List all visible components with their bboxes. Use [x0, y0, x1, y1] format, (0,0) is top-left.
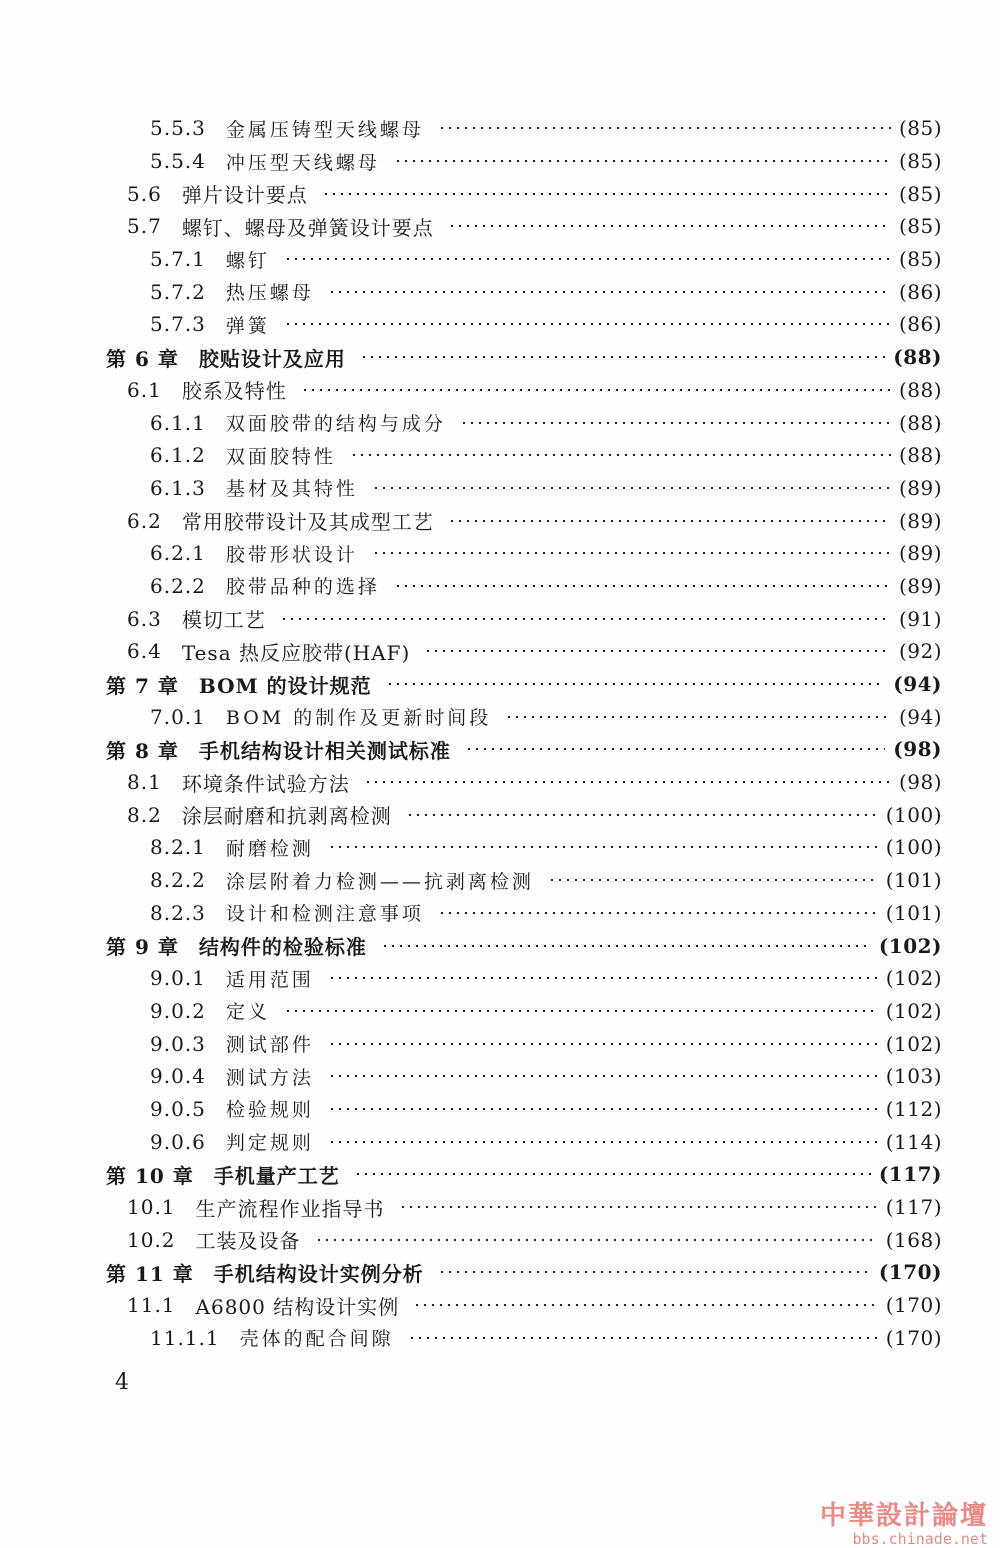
toc-entry-row: [0, 472, 1000, 505]
toc-entry-row: [0, 1060, 1000, 1093]
toc-entry-number: 第 9 章: [106, 935, 179, 960]
toc-entry-page: (85): [898, 149, 942, 174]
dot-leader: [413, 1304, 877, 1306]
dot-leader: [301, 389, 891, 391]
toc-entry-number: 6.2.2: [150, 573, 206, 598]
watermark-url: bbs.chinade.net: [852, 1530, 988, 1548]
toc-entry-row: [0, 275, 1000, 308]
toc-entry-page: (101): [885, 868, 942, 893]
dot-leader: [315, 1239, 878, 1241]
toc-entry-row: [0, 635, 1000, 668]
toc-entry-row: [0, 308, 1000, 341]
toc-entry-number: 8.1: [127, 770, 162, 795]
toc-entry-number: 6.1.1: [150, 410, 206, 435]
dot-leader: [328, 1075, 878, 1077]
toc-entry-row: [0, 700, 1000, 733]
toc-entry-number: 6.2: [127, 508, 162, 533]
toc-entry-row: [0, 962, 1000, 995]
toc-entry-row: [0, 243, 1000, 276]
toc-entry-page: (88): [898, 377, 942, 402]
toc-entry-title: 判定规则: [225, 1132, 314, 1155]
toc-entry-row: [0, 864, 1000, 897]
toc-entry-page: (91): [898, 606, 942, 631]
dot-leader: [328, 1043, 878, 1045]
toc-entry-number: 7.0.1: [150, 704, 206, 729]
dot-leader: [399, 1206, 878, 1208]
toc-entry-number: 6.2.1: [150, 541, 206, 566]
toc-chapter-row: [0, 1158, 1000, 1191]
toc-entry-title: 检验规则: [225, 1099, 314, 1122]
toc-entry-row: [0, 766, 1000, 799]
toc-entry-page: (168): [885, 1227, 942, 1252]
toc-entry-number: 5.7.3: [150, 312, 206, 337]
toc-entry-number: 6.1.2: [150, 443, 206, 468]
toc-entry-page: (100): [885, 835, 942, 860]
dot-leader: [448, 225, 891, 227]
toc-entry-page: (102): [885, 1031, 942, 1056]
toc-entry-number: 10.2: [127, 1227, 176, 1252]
toc-entry-page: (101): [885, 900, 942, 925]
toc-entry-page: (89): [898, 541, 942, 566]
dot-leader: [408, 1337, 878, 1339]
toc-entry-row: [0, 1027, 1000, 1060]
toc-entry-title: 基材及其特性: [225, 478, 358, 501]
dot-leader: [284, 1010, 878, 1012]
toc-entry-page: (88): [898, 443, 942, 468]
toc-entry-row: [0, 504, 1000, 537]
toc-entry-title: BOM 的设计规范: [198, 673, 372, 698]
dot-leader: [424, 650, 891, 652]
toc-entry-title: 胶贴设计及应用: [198, 346, 346, 371]
toc-entry-number: 第 6 章: [106, 346, 179, 371]
toc-entry-page: (85): [898, 181, 942, 206]
dot-leader: [284, 323, 891, 325]
dot-leader: [465, 748, 885, 750]
toc-entry-row: [0, 831, 1000, 864]
toc-entry-row: [0, 1223, 1000, 1256]
toc-entry-page: (85): [898, 247, 942, 272]
toc-entry-number: 11.1: [127, 1293, 176, 1318]
toc-entry-number: 9.0.1: [150, 966, 206, 991]
toc-entry-page: (92): [898, 639, 942, 664]
toc-entry-number: 8.2: [127, 802, 162, 827]
toc-entry-page: (100): [885, 802, 942, 827]
toc-entry-number: 6.4: [127, 639, 162, 664]
dot-leader: [372, 487, 891, 489]
dot-leader: [460, 422, 891, 424]
toc-entry-row: [0, 995, 1000, 1028]
toc-entry-row: [0, 374, 1000, 407]
toc-entry-title: 测试方法: [225, 1066, 314, 1089]
toc-entry-number: 5.5.3: [150, 116, 206, 141]
table-of-contents: [0, 112, 1000, 1354]
toc-entry-row: [0, 177, 1000, 210]
toc-entry-page: (102): [885, 998, 942, 1023]
toc-entry-page: (86): [898, 312, 942, 337]
toc-entry-number: 第 7 章: [106, 673, 179, 698]
toc-entry-title: 胶带品种的选择: [225, 576, 380, 599]
toc-entry-number: 9.0.4: [150, 1064, 206, 1089]
toc-entry-page: (170): [885, 1325, 942, 1350]
toc-entry-title: 弹片设计要点: [181, 183, 308, 208]
dot-leader: [328, 977, 878, 979]
dot-leader: [505, 716, 891, 718]
toc-entry-title: 涂层耐磨和抗剥离检测: [181, 804, 392, 829]
toc-entry-row: [0, 406, 1000, 439]
toc-entry-page: (86): [898, 279, 942, 304]
toc-entry-title: 螺钉、螺母及弹簧设计要点: [181, 215, 434, 240]
toc-entry-row: [0, 1093, 1000, 1126]
dot-leader: [548, 879, 878, 881]
toc-entry-number: 5.7.1: [150, 247, 206, 272]
toc-entry-title: 手机结构设计实例分析: [213, 1261, 424, 1286]
toc-entry-row: [0, 439, 1000, 472]
toc-entry-page: (94): [898, 704, 942, 729]
dot-leader: [394, 585, 891, 587]
toc-entry-title: 热压螺母: [225, 282, 314, 305]
toc-entry-page: (88): [898, 410, 942, 435]
toc-entry-title: 适用范围: [225, 968, 314, 991]
toc-entry-row: [0, 897, 1000, 930]
toc-entry-title: 手机结构设计相关测试标准: [198, 738, 451, 763]
toc-entry-title: 生产流程作业指导书: [195, 1196, 385, 1221]
toc-entry-title: BOM 的制作及更新时间段: [225, 707, 492, 730]
toc-entry-title: 壳体的配合间隙: [239, 1328, 394, 1351]
toc-entry-row: [0, 602, 1000, 635]
toc-entry-number: 9.0.3: [150, 1031, 206, 1056]
toc-entry-number: 8.2.1: [150, 835, 206, 860]
toc-entry-row: [0, 537, 1000, 570]
toc-entry-number: 第 11 章: [106, 1261, 194, 1286]
toc-entry-page: (102): [878, 933, 942, 958]
dot-leader: [438, 912, 878, 914]
toc-entry-page: (89): [898, 573, 942, 598]
toc-entry-page: (170): [885, 1293, 942, 1318]
dot-leader: [328, 291, 891, 293]
toc-entry-page: (170): [878, 1260, 942, 1285]
dot-leader: [394, 160, 891, 162]
toc-entry-page: (85): [898, 116, 942, 141]
toc-entry-number: 6.3: [127, 606, 162, 631]
toc-entry-number: 第 10 章: [106, 1163, 194, 1188]
watermark-title: 中華設計論壇: [819, 1501, 988, 1531]
toc-entry-row: [0, 1125, 1000, 1158]
dot-leader: [280, 618, 891, 620]
toc-entry-number: 5.6: [127, 181, 162, 206]
toc-entry-page: (88): [893, 345, 942, 370]
toc-entry-title: 金属压铸型天线螺母: [225, 118, 424, 141]
dot-leader: [350, 454, 891, 456]
toc-chapter-row: [0, 929, 1000, 962]
toc-entry-title: 涂层附着力检测——抗剥离检测: [225, 870, 534, 893]
toc-entry-title: 环境条件试验方法: [181, 771, 350, 796]
dot-leader: [328, 846, 878, 848]
toc-entry-title: 弹簧: [225, 314, 270, 337]
toc-entry-title: 定义: [225, 1001, 270, 1024]
toc-entry-page: (102): [885, 966, 942, 991]
dot-leader: [360, 356, 885, 358]
toc-chapter-row: [0, 341, 1000, 374]
toc-entry-page: (85): [898, 214, 942, 239]
toc-entry-number: 5.7: [127, 214, 162, 239]
dot-leader: [364, 781, 891, 783]
toc-entry-row: [0, 1289, 1000, 1322]
toc-chapter-row: [0, 733, 1000, 766]
toc-entry-title: 冲压型天线螺母: [225, 151, 380, 174]
toc-entry-title: 手机量产工艺: [213, 1163, 340, 1188]
toc-entry-row: [0, 1321, 1000, 1354]
dot-leader: [284, 258, 891, 260]
toc-entry-page: (89): [898, 508, 942, 533]
toc-entry-row: [0, 798, 1000, 831]
toc-entry-title: A6800 结构设计实例: [195, 1294, 400, 1319]
dot-leader: [438, 127, 891, 129]
toc-entry-number: 6.1.3: [150, 475, 206, 500]
toc-entry-page: (98): [898, 770, 942, 795]
dot-leader: [372, 552, 891, 554]
toc-entry-title: 双面胶特性: [225, 445, 336, 468]
toc-entry-number: 10.1: [127, 1195, 176, 1220]
dot-leader: [354, 1173, 871, 1175]
dot-leader: [448, 520, 891, 522]
toc-entry-number: 6.1: [127, 377, 162, 402]
toc-chapter-row: [0, 1256, 1000, 1289]
dot-leader: [328, 1108, 878, 1110]
dot-leader: [386, 683, 886, 685]
toc-entry-row: [0, 145, 1000, 178]
toc-entry-number: 9.0.5: [150, 1096, 206, 1121]
toc-entry-number: 8.2.3: [150, 900, 206, 925]
toc-entry-page: (89): [898, 475, 942, 500]
toc-entry-page: (98): [893, 737, 942, 762]
toc-entry-number: 9.0.6: [150, 1129, 206, 1154]
toc-entry-title: 螺钉: [225, 249, 270, 272]
toc-entry-title: 测试部件: [225, 1034, 314, 1057]
dot-leader: [438, 1271, 871, 1273]
toc-entry-page: (94): [893, 672, 942, 697]
toc-entry-number: 5.7.2: [150, 279, 206, 304]
toc-entry-title: 模切工艺: [181, 608, 266, 633]
toc-chapter-row: [0, 668, 1000, 701]
toc-entry-number: 11.1.1: [150, 1325, 220, 1350]
toc-entry-row: [0, 210, 1000, 243]
toc-entry-title: 结构件的检验标准: [198, 935, 367, 960]
toc-entry-page: (117): [878, 1162, 942, 1187]
toc-entry-title: 工装及设备: [195, 1229, 301, 1254]
toc-entry-number: 5.5.4: [150, 149, 206, 174]
toc-entry-row: [0, 1191, 1000, 1224]
toc-entry-number: 第 8 章: [106, 738, 179, 763]
toc-entry-title: 胶系及特性: [181, 379, 287, 404]
toc-entry-title: 设计和检测注意事项: [225, 903, 424, 926]
watermark: [820, 1495, 988, 1548]
dot-leader: [322, 193, 891, 195]
page-number: 4: [115, 1370, 129, 1395]
toc-entry-title: 双面胶带的结构与成分: [225, 413, 446, 436]
toc-entry-number: 9.0.2: [150, 998, 206, 1023]
toc-entry-number: 8.2.2: [150, 868, 206, 893]
toc-entry-title: Tesa 热反应胶带(HAF): [181, 640, 411, 665]
toc-entry-row: [0, 570, 1000, 603]
toc-entry-page: (117): [885, 1195, 942, 1220]
toc-entry-row: [0, 112, 1000, 145]
toc-entry-title: 常用胶带设计及其成型工艺: [181, 510, 434, 535]
dot-leader: [381, 945, 871, 947]
dot-leader: [328, 1141, 878, 1143]
toc-entry-page: (103): [885, 1064, 942, 1089]
toc-entry-title: 耐磨检测: [225, 837, 314, 860]
toc-entry-page: (114): [885, 1129, 942, 1154]
toc-entry-page: (112): [885, 1096, 942, 1121]
dot-leader: [406, 814, 878, 816]
toc-entry-title: 胶带形状设计: [225, 543, 358, 566]
